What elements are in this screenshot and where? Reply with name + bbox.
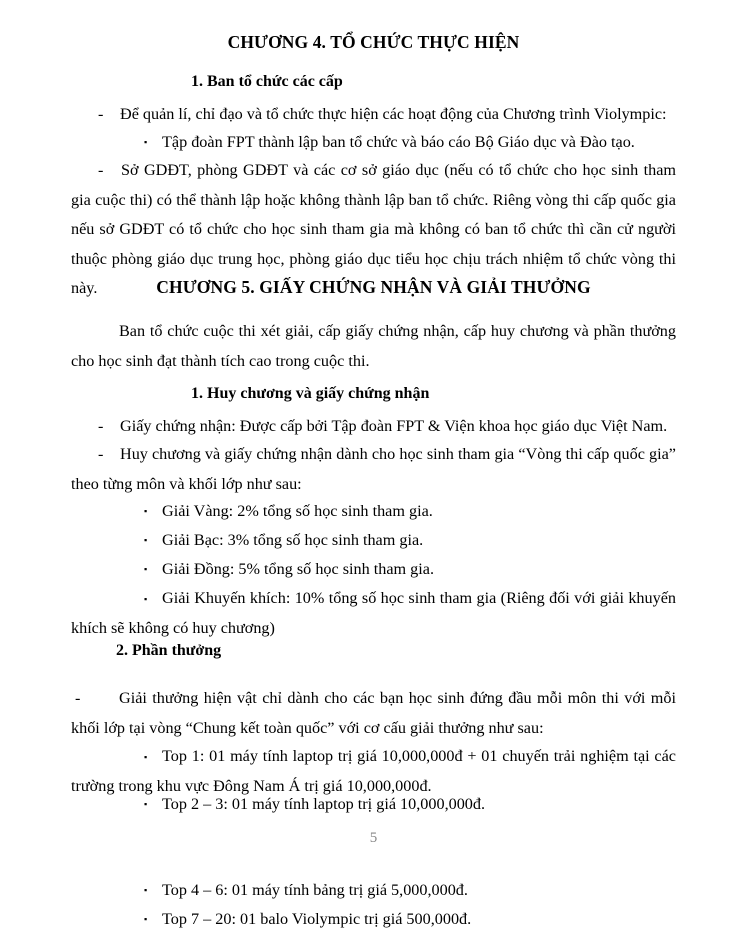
chapter-5-heading: CHƯƠNG 5. GIẤY CHỨNG NHẬN VÀ GIẢI THƯỞNG xyxy=(156,277,591,297)
chapter-4-sub-item-1-text: Tập đoàn FPT thành lập ban tổ chức và báo cáo Bộ Giáo dục và Đào tạo. xyxy=(162,133,635,151)
chapter-5-section-1-item-1 xyxy=(71,440,676,499)
medal-item-bronze-text: Giải Đồng: 5% tổng số học sinh tham gia. xyxy=(162,560,435,578)
prize-item-top-2-3 xyxy=(144,790,676,820)
prize-item-top-1-text: Top 1: 01 máy tính laptop trị giá 10,000,000đ + 01 chuyến trải nghiệm tại các trường trong khu vực Đông Nam Á trị giá 10,000,000đ. xyxy=(71,747,676,796)
square-bullet-icon: ▪ xyxy=(144,751,148,762)
square-bullet-icon: ▪ xyxy=(144,535,148,545)
dash-marker: - xyxy=(98,417,104,435)
chapter-5-intro: Ban tổ chức cuộc thi xét giải, cấp giấy chứng nhận, cấp huy chương và phần thưởng cho học sinh đạt thành tích cao trong cuộc thi. xyxy=(71,322,676,370)
medal-item-silver xyxy=(144,526,676,556)
dash-marker: - xyxy=(98,161,104,179)
square-bullet-icon: ▪ xyxy=(144,885,148,895)
dash-marker: - xyxy=(75,689,81,707)
chapter-4-item-1 xyxy=(98,100,676,130)
chapter-4-item-1-text: Để quản lí, chỉ đạo và tổ chức thực hiện các hoạt động của Chương trình Violympic: xyxy=(120,105,667,123)
prize-item-top-4-6 xyxy=(144,876,676,906)
square-bullet-icon: ▪ xyxy=(144,914,148,924)
dash-marker: - xyxy=(98,445,104,463)
dash-marker: - xyxy=(98,105,104,123)
medal-item-gold-text: Giải Vàng: 2% tổng số học sinh tham gia. xyxy=(162,502,433,520)
square-bullet-icon: ▪ xyxy=(144,593,148,604)
chapter-5-section-1-item-1-text: Huy chương và giấy chứng nhận dành cho học sinh tham gia “Vòng thi cấp quốc gia” theo từng môn và khối lớp như sau: xyxy=(71,445,676,493)
chapter-4-heading: CHƯƠNG 4. TỔ CHỨC THỰC HIỆN xyxy=(227,32,520,52)
prize-item-top-4-6-text: Top 4 – 6: 01 máy tính bảng trị giá 5,000,000đ. xyxy=(162,881,468,899)
prize-item-top-7-20 xyxy=(144,905,676,935)
medal-item-bronze xyxy=(144,555,676,585)
chapter-5-section-2-item-text: Giải thưởng hiện vật chỉ dành cho các bạn học sinh đứng đầu mỗi môn thi với mỗi khối lớp tại vòng “Chung kết toàn quốc” với cơ cấu giải thưởng như sau: xyxy=(71,689,676,737)
chapter-5-section-1-item-0 xyxy=(98,412,676,442)
chapter-5-section-1-heading: 1. Huy chương và giấy chứng nhận xyxy=(191,385,430,402)
medal-item-silver-text: Giải Bạc: 3% tổng số học sinh tham gia. xyxy=(162,531,424,549)
prize-item-top-2-3-text: Top 2 – 3: 01 máy tính laptop trị giá 10,000,000đ. xyxy=(162,795,486,813)
chapter-5-section-2-item xyxy=(71,684,676,743)
chapter-4-section-1-heading: 1. Ban tổ chức các cấp xyxy=(191,73,343,90)
square-bullet-icon: ▪ xyxy=(144,506,148,516)
medal-item-consolation xyxy=(71,584,676,644)
page-number: 5 xyxy=(369,830,378,846)
medal-item-consolation-text: Giải Khuyến khích: 10% tổng số học sinh tham gia (Riêng đối với giải khuyến khích sẽ không có huy chương) xyxy=(71,589,676,638)
chapter-5-section-2-heading: 2. Phần thưởng xyxy=(116,642,222,659)
square-bullet-icon: ▪ xyxy=(144,799,148,809)
prize-item-top-7-20-text: Top 7 – 20: 01 balo Violympic trị giá 500,000đ. xyxy=(162,910,472,928)
chapter-5-section-1-item-0-text: Giấy chứng nhận: Được cấp bởi Tập đoàn FPT & Viện khoa học giáo dục Việt Nam. xyxy=(120,417,668,435)
chapter-4-item-2-text: Sở GDĐT, phòng GDĐT và các cơ sở giáo dục (nếu có tổ chức cho học sinh tham gia cuộc thi) có thể thành lập hoặc không thành lập ban tổ chức. Riêng vòng thi cấp quốc gia nếu sở GDĐT có tổ chức cho học sinh tham gia mà không có ban tổ chức thì cần cử người thuộc phòng giáo dục trung học, phòng giáo dục tiểu học chịu trách nhiệm tổ chức vòng thi này. xyxy=(71,161,676,297)
chapter-4-sub-item-1 xyxy=(144,128,676,158)
medal-item-gold xyxy=(144,497,676,527)
square-bullet-icon: ▪ xyxy=(144,564,148,574)
square-bullet-icon: ▪ xyxy=(144,137,148,147)
